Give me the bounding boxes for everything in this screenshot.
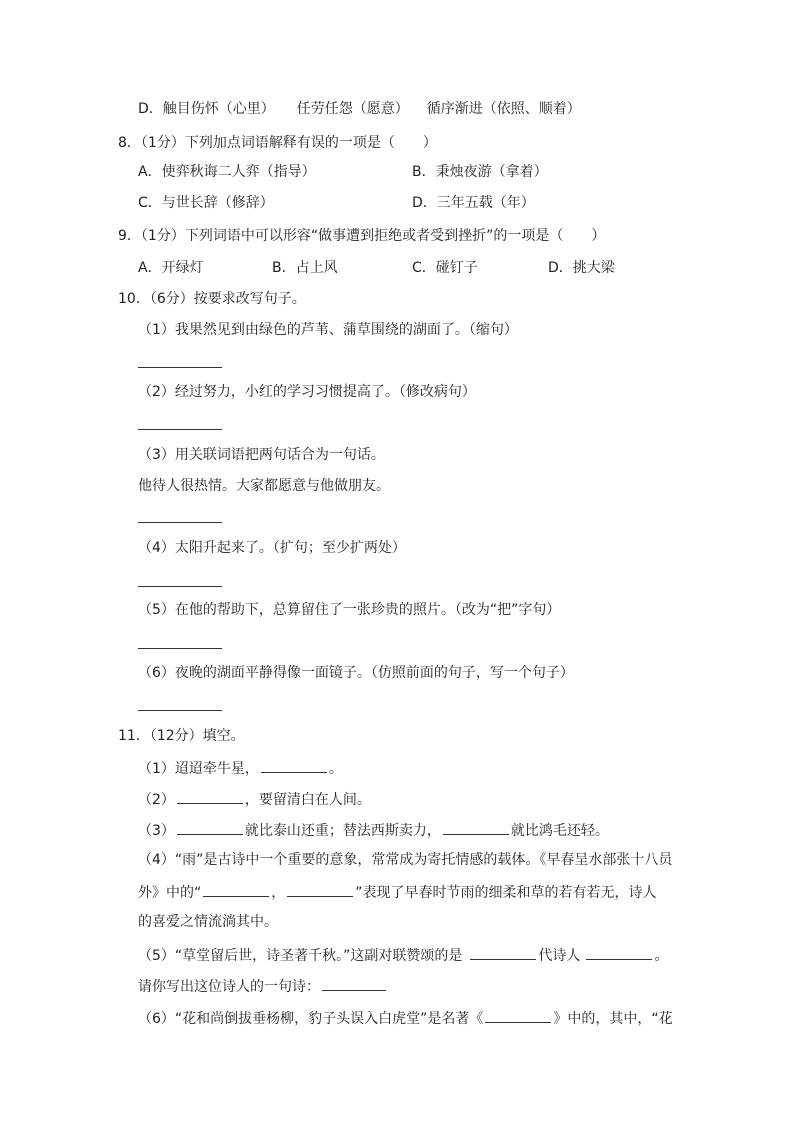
q11-item-5-end: 。 (654, 948, 669, 964)
q7-option-d-text: D．触目伤怀（心里） (138, 101, 275, 117)
q11-item-3 (138, 819, 609, 839)
q11-item-5-line1 (138, 944, 668, 964)
q11-item-5-text2: 代诗人 (538, 948, 581, 964)
q11-item-4-text2: ”表现了早春时节雨的细柔和草的若有若无，诗人 (355, 885, 657, 901)
q11-item-4-line1: （4）“雨”是古诗中一个重要的意象，常常成为寄托情感的载体。《早春呈水部张十八员 (138, 852, 673, 868)
q10-sub-6: （6）夜晚的湖面平静得像一面镜子。（仿照前面的句子，写一个句子） (138, 665, 574, 681)
q11-item-5-line2 (138, 975, 388, 995)
q8-stem: 8．（1分）下列加点词语解释有误的一项是（ ） (118, 135, 437, 151)
q11-item-1 (138, 757, 343, 777)
q11-item-2 (138, 788, 371, 808)
q11-item-4-line3: 的喜爱之情流淌其中。 (138, 914, 278, 930)
q10-sub-5: （5）在他的帮助下，总算留住了一张珍贵的照片。（改为“把”字句） (138, 602, 561, 618)
q11-item-4-line2 (138, 881, 657, 901)
q10-sub-4: （4）太阳升起来了。（扩句；至少扩两处） (138, 540, 406, 556)
q10-answer-line-5[interactable] (138, 648, 222, 649)
q10-sub-3: （3）用关联词语把两句话合为一句话。 (138, 447, 385, 463)
q10-answer-line-3[interactable] (138, 522, 222, 523)
q7-option-d (138, 99, 581, 119)
q11-item-2-text: ，要留清白在人间。 (244, 792, 371, 808)
q11-blank-1[interactable] (261, 757, 327, 773)
q10-sub-1: （1）我果然见到由绿色的芦苇、蒲草围绕的湖面了。（缩句） (138, 322, 518, 338)
q8-option-c: C．与世长辞（修辞） (138, 195, 274, 211)
q7-option-d-term3: 循序渐进（依照、顺着） (426, 101, 581, 117)
q11-item-3-end: 就比鸿毛还轻。 (510, 823, 609, 839)
q7-option-d-term2: 任劳任怨（愿意） (296, 101, 409, 117)
q10-sub-2: （2）经过努力，小红的学习习惯提高了。（修改病句） (138, 384, 476, 400)
q11-item-5-prompt: 请你写出这位诗人的一句诗： (138, 979, 320, 995)
q11-item-1-end: 。 (328, 761, 343, 777)
q8-option-a: A．使弈秋诲二人弈（指导） (138, 164, 316, 180)
q11-item-2-num: （2） (138, 792, 175, 808)
q9-option-b: B．占上风 (272, 260, 338, 276)
q11-blank-4a[interactable] (203, 881, 269, 897)
q11-blank-2[interactable] (177, 788, 243, 804)
q11-item-3-text: 就比泰山还重；替法西斯卖力， (244, 823, 441, 839)
q11-blank-3b[interactable] (443, 819, 509, 835)
q10-answer-line-1[interactable] (138, 367, 222, 368)
q10-answer-line-2[interactable] (138, 429, 222, 430)
q9-option-d: D．挑大梁 (548, 260, 615, 276)
q11-stem: 11．（12分）填空。 (118, 728, 245, 744)
q10-answer-line-6[interactable] (138, 710, 222, 711)
q11-item-6-text: （6）“花和尚倒拔垂杨柳，豹子头误入白虎堂”是名著《 (138, 1011, 484, 1027)
q11-item-5-text: （5）“草堂留后世，诗圣著千秋。”这副对联赞颂的是 (138, 948, 463, 964)
q8-option-b: B．秉烛夜游（拿着） (412, 164, 548, 180)
q11-item-4-text: 外》中的“ (138, 885, 202, 901)
q11-blank-5c[interactable] (322, 975, 386, 991)
q11-item-6-text2: 》中的，其中，“花 (553, 1011, 673, 1027)
q11-item-4-comma: ， (271, 885, 286, 901)
q9-option-c: C．碰钉子 (412, 260, 478, 276)
q11-blank-6[interactable] (485, 1007, 551, 1023)
q11-blank-4b[interactable] (287, 881, 353, 897)
q8-option-d: D．三年五载（年） (412, 195, 535, 211)
q11-blank-5b[interactable] (586, 944, 652, 960)
q10-sub-3-sentences: 他待人很热情。大家都愿意与他做朋友。 (138, 478, 390, 494)
q9-option-a: A．开绿灯 (138, 260, 204, 276)
q11-item-1-text: （1）迢迢牵牛星， (138, 761, 259, 777)
q10-answer-line-4[interactable] (138, 586, 222, 587)
q11-blank-5a[interactable] (470, 944, 536, 960)
q9-stem: 9．（1分）下列词语中可以形容“做事遭到拒绝或者受到挫折”的一项是（ ） (118, 228, 606, 244)
q11-item-6 (138, 1007, 673, 1027)
q11-item-3-num: （3） (138, 823, 175, 839)
q11-blank-3a[interactable] (177, 819, 243, 835)
q10-stem: 10．（6分）按要求改写句子。 (118, 291, 306, 307)
